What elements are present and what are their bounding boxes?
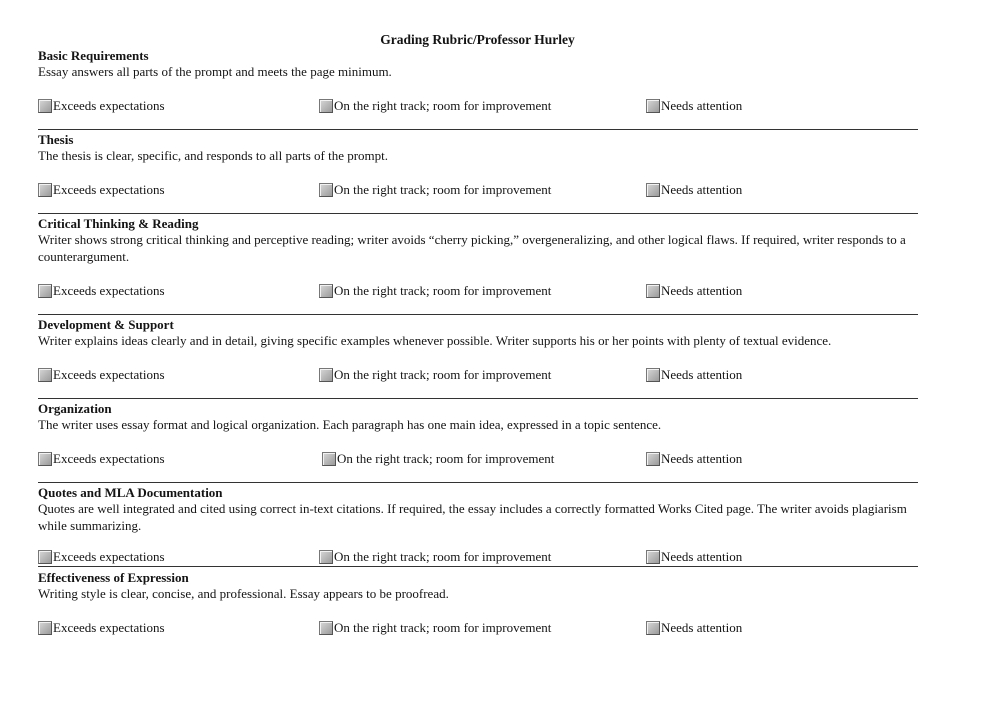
section-description: Writer explains ideas clearly and in detail, giving specific examples whenever possible. Writer supports his or her points with plenty of textual evidence. xyxy=(38,333,832,348)
rubric-section-basic-requirements xyxy=(38,48,918,130)
option-label: On the right track; room for improvement xyxy=(334,283,552,298)
option-label: Exceeds expectations xyxy=(53,98,165,113)
checkbox[interactable] xyxy=(646,368,660,382)
option-label: Needs attention xyxy=(661,182,743,197)
checkbox[interactable] xyxy=(319,183,333,197)
page-title: Grading Rubric/Professor Hurley xyxy=(380,32,575,47)
exceeds-expectations-option[interactable] xyxy=(38,619,165,637)
on-the-right-track-option[interactable] xyxy=(319,366,551,384)
section-title: Basic Requirements xyxy=(38,48,149,63)
on-the-right-track-option[interactable] xyxy=(319,181,551,199)
needs-attention-option[interactable] xyxy=(646,366,742,384)
needs-attention-option[interactable] xyxy=(646,181,742,199)
option-label: On the right track; room for improvement xyxy=(334,182,552,197)
option-label: Exceeds expectations xyxy=(53,451,165,466)
needs-attention-option[interactable] xyxy=(646,619,742,637)
option-label: Needs attention xyxy=(661,620,743,635)
checkbox[interactable] xyxy=(38,550,52,564)
rubric-section-thesis xyxy=(38,132,918,214)
on-the-right-track-option[interactable] xyxy=(319,97,551,115)
checkbox[interactable] xyxy=(646,284,660,298)
rating-options xyxy=(38,282,918,300)
checkbox[interactable] xyxy=(646,99,660,113)
checkbox[interactable] xyxy=(38,99,52,113)
rubric-section-quotes-mla xyxy=(38,485,918,567)
checkbox[interactable] xyxy=(38,183,52,197)
checkbox[interactable] xyxy=(319,550,333,564)
section-description: The thesis is clear, specific, and responds to all parts of the prompt. xyxy=(38,148,389,163)
on-the-right-track-option[interactable] xyxy=(322,450,554,468)
option-label: Exceeds expectations xyxy=(53,367,165,382)
checkbox[interactable] xyxy=(319,284,333,298)
checkbox[interactable] xyxy=(38,284,52,298)
section-description: Quotes are well integrated and cited using correct in-text citations. If required, the essay includes a correctly formatted Works Cited page. The writer avoids plagiarism while summarizing. xyxy=(38,501,907,533)
option-label: Needs attention xyxy=(661,549,743,564)
option-label: Exceeds expectations xyxy=(53,549,165,564)
checkbox[interactable] xyxy=(38,621,52,635)
checkbox[interactable] xyxy=(319,621,333,635)
section-description: Writing style is clear, concise, and professional. Essay appears to be proofread. xyxy=(38,586,449,601)
exceeds-expectations-option[interactable] xyxy=(38,97,165,115)
option-label: On the right track; room for improvement xyxy=(334,367,552,382)
section-title: Quotes and MLA Documentation xyxy=(38,485,223,500)
exceeds-expectations-option[interactable] xyxy=(38,366,165,384)
rubric-section-organization xyxy=(38,401,918,483)
section-title: Effectiveness of Expression xyxy=(38,570,189,585)
checkbox[interactable] xyxy=(646,550,660,564)
section-title: Organization xyxy=(38,401,112,416)
checkbox[interactable] xyxy=(646,452,660,466)
exceeds-expectations-option[interactable] xyxy=(38,282,165,300)
needs-attention-option[interactable] xyxy=(646,97,742,115)
option-label: On the right track; room for improvement xyxy=(334,549,552,564)
on-the-right-track-option[interactable] xyxy=(319,548,551,566)
rating-options xyxy=(38,450,918,468)
option-label: Exceeds expectations xyxy=(53,620,165,635)
exceeds-expectations-option[interactable] xyxy=(38,181,165,199)
rating-options xyxy=(38,97,918,115)
rating-options xyxy=(38,366,918,384)
option-label: On the right track; room for improvement xyxy=(337,451,555,466)
option-label: Exceeds expectations xyxy=(53,182,165,197)
checkbox[interactable] xyxy=(322,452,336,466)
section-title: Thesis xyxy=(38,132,74,147)
checkbox[interactable] xyxy=(38,368,52,382)
rubric-section-critical-thinking xyxy=(38,216,918,315)
option-label: Exceeds expectations xyxy=(53,283,165,298)
on-the-right-track-option[interactable] xyxy=(319,282,551,300)
checkbox[interactable] xyxy=(38,452,52,466)
needs-attention-option[interactable] xyxy=(646,282,742,300)
checkbox[interactable] xyxy=(319,99,333,113)
option-label: Needs attention xyxy=(661,451,743,466)
on-the-right-track-option[interactable] xyxy=(319,619,551,637)
needs-attention-option[interactable] xyxy=(646,548,742,566)
rubric-section-development-support xyxy=(38,317,918,399)
option-label: Needs attention xyxy=(661,98,743,113)
option-label: Needs attention xyxy=(661,283,743,298)
checkbox[interactable] xyxy=(646,621,660,635)
needs-attention-option[interactable] xyxy=(646,450,742,468)
section-title: Critical Thinking & Reading xyxy=(38,216,199,231)
section-description: Writer shows strong critical thinking and perceptive reading; writer avoids “cherry picking,” overgeneralizing, and other logical flaws. If required, writer responds to a counterargument. xyxy=(38,232,906,264)
rubric-section-effectiveness-of-expression xyxy=(38,570,918,637)
section-description: Essay answers all parts of the prompt and meets the page minimum. xyxy=(38,64,392,79)
section-description: The writer uses essay format and logical organization. Each paragraph has one main idea, expressed in a topic sentence. xyxy=(38,417,662,432)
exceeds-expectations-option[interactable] xyxy=(38,450,165,468)
checkbox[interactable] xyxy=(319,368,333,382)
rating-options xyxy=(38,619,918,637)
exceeds-expectations-option[interactable] xyxy=(38,548,165,566)
option-label: On the right track; room for improvement xyxy=(334,620,552,635)
checkbox[interactable] xyxy=(646,183,660,197)
option-label: On the right track; room for improvement xyxy=(334,98,552,113)
section-title: Development & Support xyxy=(38,317,174,332)
rating-options xyxy=(38,548,918,566)
rating-options xyxy=(38,181,918,199)
option-label: Needs attention xyxy=(661,367,743,382)
